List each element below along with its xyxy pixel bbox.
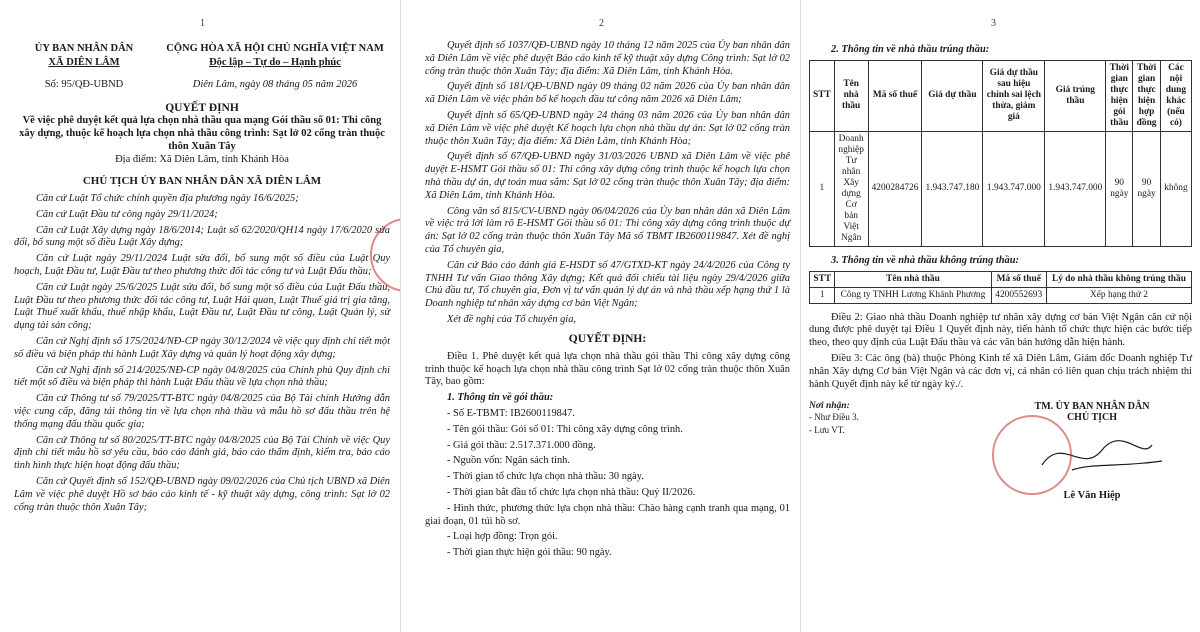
section-3-title: 3. Thông tin về nhà thầu không trúng thầu: <box>831 254 1019 266</box>
page-3 <box>800 0 1200 632</box>
recipient-item: - Lưu VT. <box>809 425 845 436</box>
table-cell: 4200284726 <box>868 131 922 246</box>
legal-basis-item: Căn cứ Quyết định số 152/QĐ-UBND ngày 09/02/2026 của Chủ tịch UBND xã Diên Lâm về việc phê duyệt Hồ sơ báo cáo kinh tế - kỹ thuật xây dựng, công trình: Sạt lở 02 cống tràn thuộc thôn Xuân Tây; <box>14 475 390 513</box>
table-header-cell: Mã số thuế <box>991 271 1046 287</box>
legal-basis-item: Căn cứ Luật ngày 25/6/2025 Luật sửa đổi, bổ sung một số điều của Luật Đấu thầu, Luật Đầu tư theo phương thức đối tác công tư, Luật Hải quan, Luật Thuế giá trị gia tăng, Luật Thuế xuất khẩu, thuế nhập khẩu, Luật Đầu tư, Luật Đầu tư công, Luật Quản lý, sử dụng tài sản công; <box>14 281 390 332</box>
package-info-item: - Thời gian thực hiện gói thầu: 90 ngày. <box>447 547 612 559</box>
table-header-row <box>810 60 1192 131</box>
article-1: Điều 1. Phê duyệt kết quả lựa chọn nhà thầu gói thầu Thi công xây dựng công trình thuộc kế hoạch lựa chọn nhà thầu công trình Sạt lở 02 cống tràn thuộc thôn Xuân Tây, bao gồm: <box>425 350 790 388</box>
nation-title: CỘNG HÒA XÃ HỘI CHỦ NGHĨA VIỆT NAM <box>166 43 384 54</box>
package-info-item: - Giá gói thầu: 2.517.371.000 đồng. <box>447 439 596 451</box>
package-info <box>425 408 790 560</box>
legal-basis-item: Công văn số 815/CV-UBND ngày 06/04/2026 của Ủy ban nhân dân xã Diên Lâm về việc trả lời làm rõ E-HSMT Gói thầu số 01: Thi công xây dựng công trình thuộc dự án: Sạt lở 02 cống tràn thuộc thôn Xuân Tây Mã số TBMT IB2600119847. Xét đề nghị của Tổ chuyên gia, <box>425 205 790 255</box>
table-header-cell: STT <box>810 60 835 131</box>
package-info-item: - Nguồn vốn: Ngân sách tỉnh. <box>447 455 570 467</box>
winner-table <box>809 60 1192 247</box>
legal-basis-item: Quyết định số 1037/QĐ-UBND ngày 10 tháng 12 năm 2025 của Ủy ban nhân dân xã Diên Lâm về việc phê duyệt Báo cáo kinh tế kỹ thuật xây dựng Công trình: Sạt lở 02 cống tràn thuộc thôn Xuân Tây; địa điểm: Xã Diên Lâm, tỉnh Khánh Hòa. <box>425 40 790 77</box>
table-header-cell: Giá dự thầu <box>922 60 983 131</box>
table-header-cell: Tên nhà thầu <box>834 60 868 131</box>
legal-basis-item: Căn cứ Thông tư số 80/2025/TT-BTC ngày 04/8/2025 của Bộ Tài Chính về việc Quy định chi tiết mẫu hồ sơ yêu cầu, báo cáo đánh giá, báo cáo thẩm định, kiểm tra, báo cáo tình hình thực hiện hoạt động đấu thầu; <box>14 434 390 472</box>
table-header-cell: Giá dự thầu sau hiệu chỉnh sai lệch thừa, giảm giá <box>983 60 1045 131</box>
table-header-cell: Các nội dung khác (nếu có) <box>1160 60 1191 131</box>
legal-basis-item: Căn cứ Luật Tổ chức chính quyền địa phương ngày 16/6/2025; <box>36 193 299 204</box>
doc-title: QUYẾT ĐỊNH <box>165 102 239 114</box>
legal-bases <box>14 193 390 514</box>
table-row <box>810 131 1192 246</box>
table-row <box>810 287 1192 303</box>
table-header-cell: STT <box>810 271 835 287</box>
page-2 <box>400 0 800 632</box>
doc-subject: Về việc phê duyệt kết quả lựa chọn nhà thầu qua mạng Gói thầu số 01: Thi công xây dựng, thuộc kế hoạch lựa chọn nhà thầu công trình: Sạt lở 02 cống tràn thuộc thôn Xuân Tây <box>19 115 385 152</box>
table-header-cell: Thời gian thực hiện hợp đồng <box>1133 60 1161 131</box>
legal-bases <box>425 40 790 327</box>
org-name: ỦY BAN NHÂN DÂN <box>34 43 134 54</box>
authority: CHỦ TỊCH ỦY BAN NHÂN DÂN XÃ DIÊN LÂM <box>82 175 322 187</box>
legal-basis-item: Quyết định số 67/QĐ-UBND ngày 31/03/2026 UBND xã Diên Lâm về việc phê duyệt E-HSMT Gói thầu số 01: Thi công xây dựng công trình thuộc kế hoạch lựa chọn nhà thầu dự án, dự toán mua sắm: Sạt lở 02 cống tràn thuộc thôn Xuân Tây; địa điểm: Xã Diên Lâm, tỉnh Khánh Hòa. <box>425 151 790 201</box>
package-info-item: - Thời gian tổ chức lựa chọn nhà thầu: 30 ngày. <box>447 471 644 483</box>
org-subname: XÃ DIÊN LÂM <box>48 57 120 68</box>
nation-motto: Độc lập – Tự do – Hạnh phúc <box>209 57 341 68</box>
article-2: Điều 2: Giao nhà thầu Doanh nghiệp tư nhân xây dựng cơ bản Việt Ngân căn cứ nội dung được phê duyệt tại Điều 1 Quyết định này, tiến hành tổ chức thực hiện các bước tiếp theo, theo quy định của Luật Đấu thầu và các văn bản hướng dẫn hiện hành. <box>809 311 1192 349</box>
legal-basis-item: Căn cứ Báo cáo đánh giá E-HSDT số 47/GTXD-KT ngày 24/4/2026 của Công ty TNHH Tư vấn Giao thông Xây dựng; Kết quả đối chiếu tài liệu ngày 29/4/2026 giữa Chủ đầu tư, Tổ chuyên gia, Đơn vị tư vấn quản lý dự án và nhà thầu xếp hạng thứ 1 là Doanh nghiệp tư nhân xây dựng cơ bản Việt Ngân; <box>425 259 790 310</box>
table-header-row <box>810 271 1192 287</box>
table-cell: 1 <box>810 287 835 303</box>
table-cell: 90 ngày <box>1133 131 1161 246</box>
table-cell: Công ty TNHH Lương Khánh Phương <box>835 287 991 303</box>
table-cell: 1.943.747.000 <box>1045 131 1106 246</box>
page-number: 3 <box>991 18 996 29</box>
table-header-cell: Giá trúng thầu <box>1045 60 1106 131</box>
legal-basis-item: Căn cứ Luật ngày 29/11/2024 Luật sửa đổi, bổ sung một số điều của Luật Quy hoạch, Luật Đầu tư, Luật Đầu tư theo phương thức đối tác công tư và Luật Đấu thầu; <box>14 253 390 277</box>
decision-title: QUYẾT ĐỊNH: <box>568 332 647 345</box>
table-cell: 4200552693 <box>991 287 1046 303</box>
table-cell: không <box>1160 131 1191 246</box>
recipients-title: Nơi nhận: <box>809 401 850 412</box>
legal-basis-item: Quyết định số 65/QĐ-UBND ngày 24 tháng 03 năm 2026 của Ủy ban nhân dân xã Diên Lâm về việc phê duyệt Kế hoạch lựa chọn nhà thầu dự án: Sạt lở 02 cống tràn thuộc thôn Xuân Tây; địa điểm: Xã Diên Lâm, tỉnh Khánh Hòa; <box>425 109 790 147</box>
section-1-title: 1. Thông tin về gói thầu: <box>447 392 554 404</box>
package-info-item: - Loại hợp đồng: Trọn gói. <box>447 531 558 543</box>
table-header-cell: Tên nhà thầu <box>835 271 991 287</box>
legal-basis-item: Căn cứ Nghị định số 175/2024/NĐ-CP ngày 30/12/2024 về việc quy định chi tiết một số điều và biện pháp thi hành Luật Xây dựng và quản lý hoạt động xây dựng; <box>14 335 390 360</box>
loser-table <box>809 271 1192 304</box>
legal-basis-item: Căn cứ Thông tư số 79/2025/TT-BTC ngày 04/8/2025 của Bộ Tài chính Hướng dẫn việc cung cấp, đăng tải thông tin về lựa chọn nhà thầu và mẫu hồ sơ đấu thầu trên hệ thống mạng đấu thầu quốc gia; <box>14 393 390 430</box>
legal-basis-item: Xét đề nghị của Tổ chuyên gia, <box>447 313 576 325</box>
place-date: Diên Lâm, ngày 08 tháng 05 năm 2026 <box>192 79 358 90</box>
document-header <box>14 42 390 92</box>
doc-number: Số: 95/QĐ-UBND <box>44 79 124 90</box>
package-info-item: - Thời gian bắt đầu tổ chức lựa chọn nhà thầu: Quý II/2026. <box>447 486 696 498</box>
article-3: Điều 3: Các ông (bà) thuộc Phòng Kinh tế xã Diên Lâm, Giám đốc Doanh nghiệp Tư nhân Xây dựng Cơ bản Việt Ngân và các đơn vị, cá nhân có liên quan chịu trách nhiệm thi hành Quyết định này kể từ ngày ký./. <box>809 352 1192 390</box>
table-cell: 1.943.747.180 <box>922 131 983 246</box>
section-2-title: 2. Thông tin về nhà thầu trúng thầu: <box>831 44 990 55</box>
page-1 <box>0 0 400 632</box>
doc-location: Địa điểm: Xã Diên Lâm, tỉnh Khánh Hòa <box>115 154 289 165</box>
sign-role: CHỦ TỊCH <box>1066 412 1118 424</box>
package-info-item: - Tên gói thầu: Gói số 01: Thi công xây dựng công trình. <box>447 423 683 435</box>
table-cell: Doanh nghiệp Tư nhân Xây dựng Cơ bản Việt Ngân <box>834 131 868 246</box>
table-cell: 90 ngày <box>1106 131 1133 246</box>
legal-basis-item: Quyết định số 181/QĐ-UBND ngày 09 tháng 02 năm 2026 của Ủy ban nhân dân xã Diên Lâm về việc phân bổ kế hoạch đầu tư công năm 2026 xã Diên Lâm; <box>425 81 790 106</box>
table-header-cell: Mã số thuế <box>868 60 922 131</box>
recipient-item: - Như Điều 3. <box>809 412 859 423</box>
table-cell: Xếp hạng thứ 2 <box>1046 287 1191 303</box>
table-header-cell: Thời gian thực hiện gói thầu <box>1106 60 1133 131</box>
package-info-item: - Số E-TBMT: IB2600119847. <box>447 407 575 419</box>
table-cell: 1 <box>810 131 835 246</box>
legal-basis-item: Căn cứ Luật Xây dựng ngày 18/6/2014; Luật số 62/2020/QH14 ngày 17/6/2020 sửa đổi, bổ sung một số điều Luật Xây dựng; <box>14 224 390 249</box>
legal-basis-item: Căn cứ Nghị định số 214/2025/NĐ-CP ngày 04/8/2025 của Chính phủ Quy định chi tiết một số điều và biện pháp thi hành Luật Đấu thầu về lựa chọn nhà thầu; <box>14 364 390 389</box>
recipients-list <box>809 411 959 437</box>
table-header-cell: Lý do nhà thầu không trúng thầu <box>1046 271 1191 287</box>
signer-name: Lê Văn Hiệp <box>1063 490 1121 502</box>
legal-basis-item: Căn cứ Luật Đầu tư công ngày 29/11/2024; <box>36 208 218 220</box>
page-number: 1 <box>200 18 205 29</box>
sign-org: TM. ỦY BAN NHÂN DÂN <box>1034 401 1150 413</box>
seal-stamp <box>992 415 1072 495</box>
table-cell: 1.943.747.000 <box>983 131 1045 246</box>
package-info-item: - Hình thức, phương thức lựa chọn nhà thầu: Chào hàng cạnh tranh qua mạng, 01 giai đoạn, 01 túi hồ sơ. <box>425 502 790 527</box>
page-number: 2 <box>599 18 604 29</box>
